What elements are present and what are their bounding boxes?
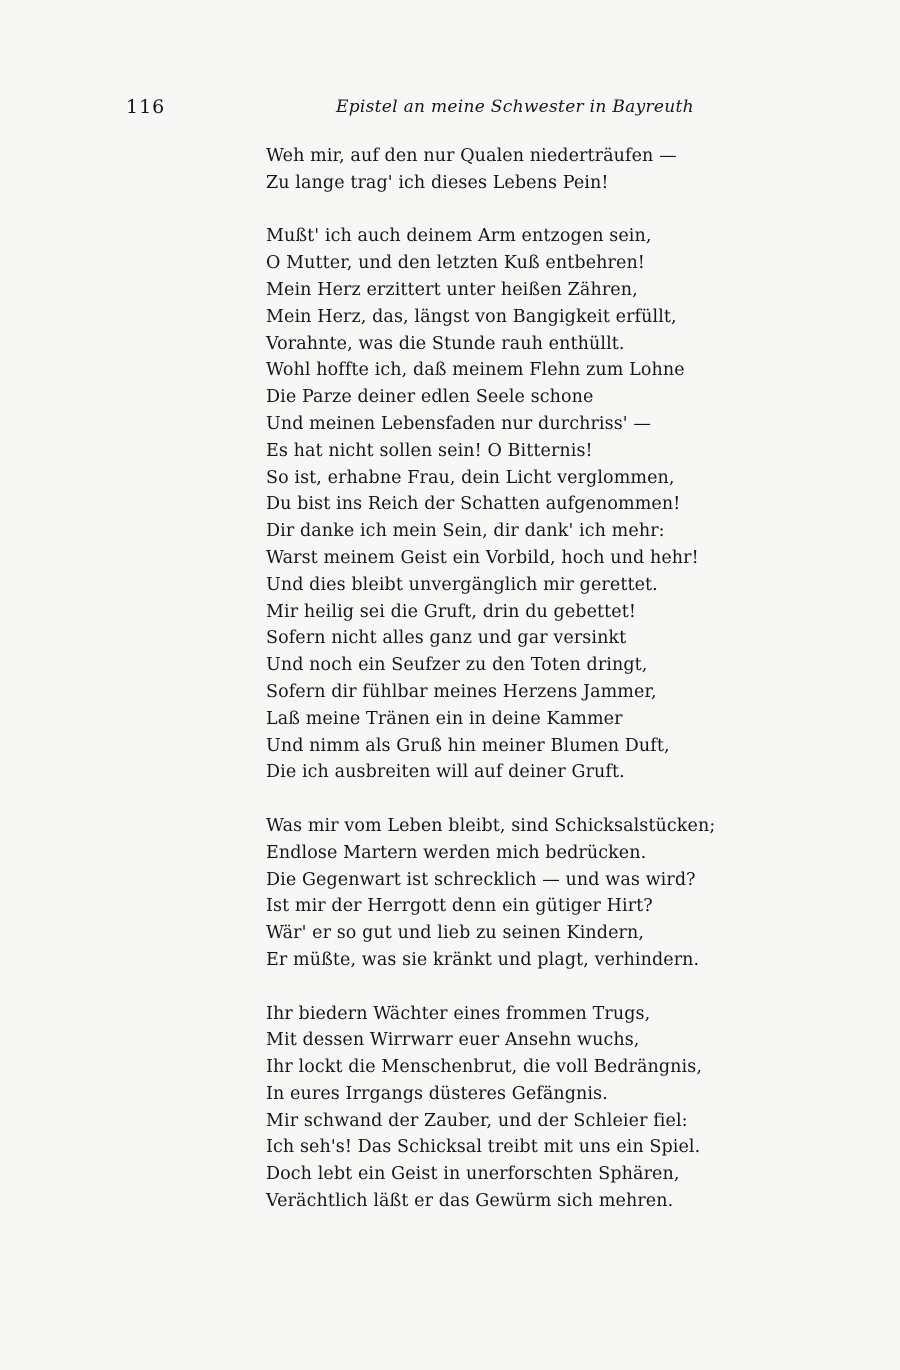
verse-line: Mir schwand der Zauber, und der Schleier fiel: bbox=[266, 1110, 688, 1131]
verse-line: Ich seh's! Das Schicksal treibt mit uns ein Spiel. bbox=[266, 1137, 701, 1158]
verse-line: Die Gegenwart ist schrecklich — und was wird? bbox=[266, 869, 696, 890]
verse-line: Die Parze deiner edlen Seele schone bbox=[266, 387, 594, 408]
verse-line: Es hat nicht sollen sein! O Bitternis! bbox=[266, 440, 593, 461]
verse-line: Und dies bleibt unvergänglich mir gerettet. bbox=[266, 574, 658, 595]
verse-line: Weh mir, auf den nur Qualen niederträufen — bbox=[266, 146, 677, 166]
verse-line: Laß meine Tränen ein in deine Kammer bbox=[266, 708, 623, 729]
verse-line: Sofern nicht alles ganz und gar versinkt bbox=[266, 628, 627, 649]
verse-line: Was mir vom Leben bleibt, sind Schicksalstücken; bbox=[266, 815, 716, 836]
verse-line: Die ich ausbreiten will auf deiner Gruft. bbox=[266, 762, 625, 783]
poem-body bbox=[266, 143, 866, 1215]
verse-line: Mein Herz, das, längst von Bangigkeit erfüllt, bbox=[266, 306, 677, 327]
verse-line: Wohl hoffte ich, daß meinem Flehn zum Lohne bbox=[266, 360, 685, 381]
stanza bbox=[266, 813, 866, 974]
verse-line: Mit dessen Wirrwarr euer Ansehn wuchs, bbox=[266, 1030, 640, 1051]
verse-line: Wär' er so gut und lieb zu seinen Kindern, bbox=[266, 923, 645, 944]
verse-line: Endlose Martern werden mich bedrücken. bbox=[266, 842, 647, 863]
verse-line: Ihr lockt die Menschenbrut, die voll Bedrängnis, bbox=[266, 1057, 702, 1078]
verse-line: Und meinen Lebensfaden nur durchriss' — bbox=[266, 413, 651, 434]
stanza bbox=[266, 223, 866, 786]
verse-line: O Mutter, und den letzten Kuß entbehren! bbox=[266, 253, 645, 274]
verse-line: In eures Irrgangs düsteres Gefängnis. bbox=[266, 1083, 608, 1104]
verse-line: Verächtlich läßt er das Gewürm sich mehren. bbox=[266, 1191, 674, 1212]
stanza bbox=[266, 143, 866, 197]
running-title: Epistel an meine Schwester in Bayreuth bbox=[336, 97, 694, 117]
verse-line: Dir danke ich mein Sein, dir dank' ich mehr: bbox=[266, 521, 665, 542]
verse-line: Sofern dir fühlbar meines Herzens Jammer, bbox=[266, 681, 657, 702]
verse-line: Warst meinem Geist ein Vorbild, hoch und hehr! bbox=[266, 547, 699, 568]
verse-line: Er müßte, was sie kränkt und plagt, verhindern. bbox=[266, 949, 700, 970]
page-number: 116 bbox=[126, 96, 166, 118]
verse-line: Zu lange trag' ich dieses Lebens Pein! bbox=[266, 172, 609, 193]
verse-line: Ihr biedern Wächter eines frommen Trugs, bbox=[266, 1003, 651, 1024]
verse-line: Und nimm als Gruß hin meiner Blumen Duft, bbox=[266, 735, 670, 756]
stanza bbox=[266, 1001, 866, 1215]
verse-line: Und noch ein Seufzer zu den Toten dringt, bbox=[266, 655, 648, 676]
verse-line: Mir heilig sei die Gruft, drin du gebettet! bbox=[266, 601, 637, 622]
verse-line: Ist mir der Herrgott denn ein gütiger Hirt? bbox=[266, 896, 653, 917]
verse-line: Mußt' ich auch deinem Arm entzogen sein, bbox=[266, 226, 652, 247]
verse-line: So ist, erhabne Frau, dein Licht verglommen, bbox=[266, 467, 675, 488]
verse-line: Doch lebt ein Geist in unerforschten Sphären, bbox=[266, 1164, 680, 1185]
verse-line: Vorahnte, was die Stunde rauh enthüllt. bbox=[266, 333, 625, 354]
verse-line: Mein Herz erzittert unter heißen Zähren, bbox=[266, 279, 638, 300]
verse-line: Du bist ins Reich der Schatten aufgenommen! bbox=[266, 494, 681, 515]
